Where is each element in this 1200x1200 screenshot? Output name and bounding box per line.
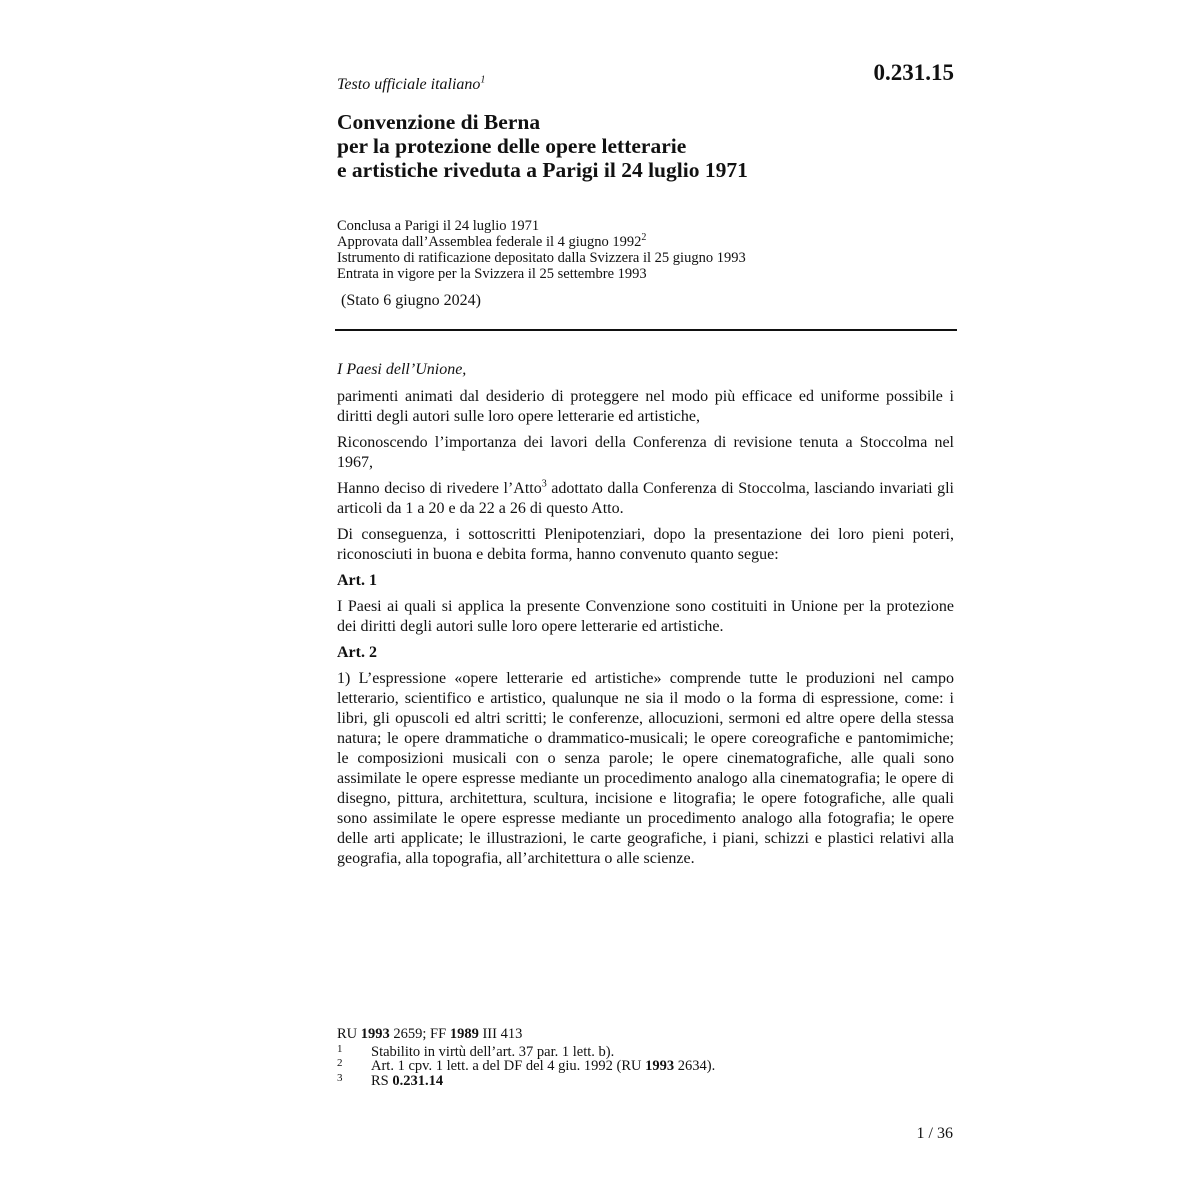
footnote-1	[337, 1042, 954, 1060]
footnote-number: 2	[337, 1057, 343, 1069]
preamble-paragraph: Riconoscendo l’importanza dei lavori della Conferenza di revisione tenuta a Stoccolma nel 1967,	[337, 434, 954, 471]
article-2-text: 1) L’espressione «opere letterarie ed artistiche» comprende tutte le produzioni nel campo letterario, scientifico e artistico, qualunque ne sia il modo o la forma di espressione, come: i libri, gli opuscoli ed altri scritti; le conferenze, allocuzioni, sermoni ed altre opere della stessa natura; le opere drammatiche o drammatico-musicali; le opere coreografiche e pantomimiche; le composizioni musicali con o senza parole; le opere cinematografiche, alle quali sono assimilate le opere espresse mediante un procedimento analogo alla cinematografia; le opere di disegno, pittura, architettura, scultura, incisione e litografia; le opere fotografiche, alle quali sono assimilate le opere espresse mediante un procedimento analogo alla fotografia; le opere delle arti applicate; le illustrazioni, le carte geografiche, i piani, schizzi e plastici relativi alla geografia, alla topografia, all’architettura o alle scienze.	[337, 670, 954, 867]
document-metadata	[337, 218, 746, 282]
preamble-p3-end: adottato dalla Conferenza di Stoccolma, lasciando invariati gli articoli da 1 a 20 e da 22 a 26 di questo Atto.	[337, 480, 954, 517]
footnote-2-end: 2634).	[674, 1058, 716, 1074]
preamble-heading: I Paesi dell’Unione,	[337, 361, 467, 378]
footnote-2	[337, 1059, 954, 1074]
document-body	[337, 360, 954, 875]
article-2-title: Art. 2	[337, 644, 377, 661]
footnote-source	[337, 1027, 954, 1042]
footnote-3	[337, 1071, 954, 1089]
source-ru-year: 1993	[360, 1026, 390, 1042]
source-ru-page: 2659; FF	[389, 1026, 450, 1042]
preamble-paragraph: Di conseguenza, i sottoscritti Plenipotenziari, dopo la presentazione dei loro pieni poteri, riconosciuti in buona e debita forma, hanno convenuto quanto segue:	[337, 526, 954, 563]
footnote-ref-2[interactable]: 2	[641, 232, 647, 244]
page-number: 1 / 36	[916, 1125, 953, 1142]
meta-approved	[337, 234, 746, 250]
title-line-2: per la protezione delle opere letterarie	[337, 134, 687, 158]
meta-approved-text: Approvata dall’Assemblea federale il 4 giugno 1992	[337, 234, 642, 250]
status-date: (Stato 6 giugno 2024)	[341, 292, 481, 309]
article-1-title: Art. 1	[337, 572, 377, 589]
footnote-ref-3[interactable]: 3	[541, 478, 547, 490]
preamble-paragraph	[337, 479, 954, 519]
footnote-ref-1[interactable]: 1	[480, 74, 486, 86]
footnote-number: 3	[337, 1071, 343, 1084]
source-ff-year: 1989	[449, 1026, 479, 1042]
meta-entry-into-force: Entrata in vigore per la Svizzera il 25 settembre 1993	[337, 266, 647, 282]
header-divider	[335, 329, 957, 331]
footnote-3-start: RS	[371, 1072, 393, 1089]
footnote-text	[371, 1074, 443, 1089]
footnote-2-bold: 1993	[645, 1058, 675, 1074]
article-1-text: I Paesi ai quali si applica la presente Convenzione sono costituiti in Unione per la protezione dei diritti degli autori sulle loro opere letterarie ed artistiche.	[337, 598, 954, 635]
meta-ratification: Istrumento di ratificazione depositato dalla Svizzera il 25 giugno 1993	[337, 250, 746, 266]
title-line-1: Convenzione di Berna	[337, 110, 541, 134]
document-page	[337, 60, 957, 1160]
preamble-p3-start: Hanno deciso di rivedere l’Atto	[337, 480, 542, 497]
official-text-label	[337, 76, 485, 94]
footnotes	[337, 1027, 954, 1088]
preamble-paragraph: parimenti animati dal desiderio di proteggere nel modo più efficace ed uniforme possibile i diritti degli autori sulle loro opere letterarie ed artistiche,	[337, 388, 954, 425]
source-ru-label: RU	[337, 1026, 361, 1042]
footnote-text: Stabilito in virtù dell’art. 37 par. 1 lett. b).	[371, 1043, 615, 1060]
source-ff-rest: III 413	[478, 1026, 523, 1042]
meta-concluded: Conclusa a Parigi il 24 luglio 1971	[337, 218, 540, 234]
official-text-label-text: Testo ufficiale italiano	[337, 76, 481, 93]
footnote-2-start: Art. 1 cpv. 1 lett. a del DF del 4 giu. 1992 (RU	[371, 1058, 646, 1074]
footnote-number: 1	[337, 1042, 343, 1055]
title-line-3: e artistiche riveduta a Parigi il 24 luglio 1971	[337, 158, 748, 182]
document-title	[337, 110, 748, 182]
footnote-3-bold[interactable]: 0.231.14	[392, 1072, 444, 1089]
footnote-text	[371, 1059, 715, 1074]
sr-number: 0.231.15	[873, 60, 954, 85]
